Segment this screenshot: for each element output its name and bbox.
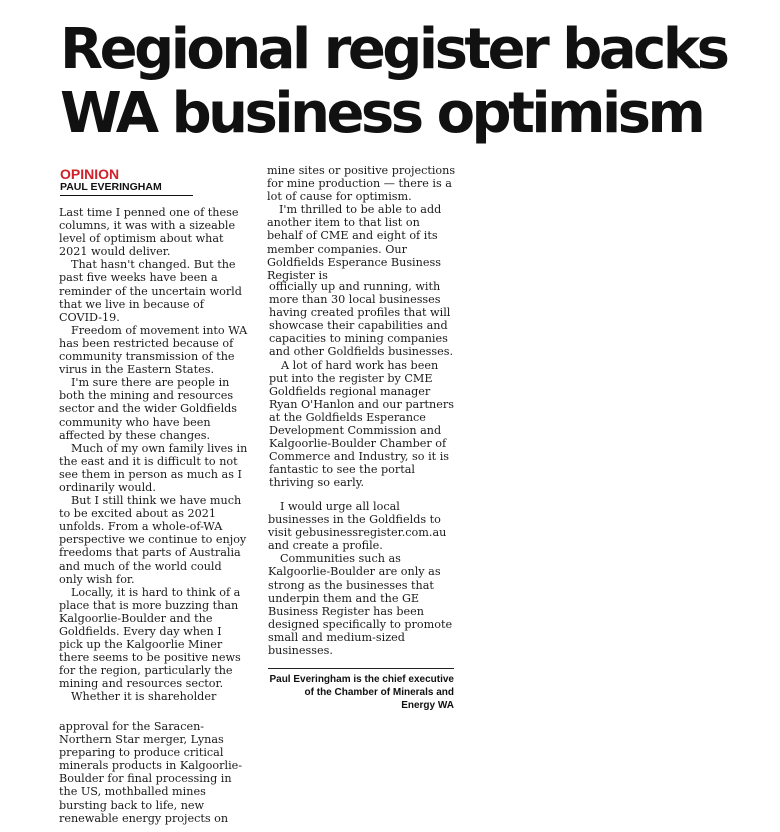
paragraph: Whether it is shareholder — [71, 690, 217, 704]
section-kicker: OPINION — [60, 166, 120, 182]
paragraph: Last time I penned one of these columns, it was with a sizeable level of optimism about what 2021 would deliver. — [59, 206, 239, 259]
paragraph: officially up and running, with more than 30 local businesses having created profiles that will showcase their capabilities and capacities to mining companies and other Goldfields businesses. — [269, 280, 453, 359]
column-1-bottom — [59, 720, 249, 825]
column-2-middle — [269, 280, 459, 490]
byline: PAUL EVERINGHAM — [60, 181, 193, 196]
headline-line-1: Regional register backs — [60, 17, 727, 82]
paragraph: Locally, it is hard to think of a place that is more buzzing than Kalgoorlie-Boulder and the Goldfields. Every day when I pick up the Kalgoorlie Miner there seems to be positive news for the region, particularly the mining and resources sector. — [59, 585, 241, 691]
column-2-top — [267, 164, 457, 282]
paragraph: I'm sure there are people in both the mining and resources sector and the wider Goldfields community who have been affected by these changes. — [59, 376, 238, 442]
bio-divider — [268, 668, 454, 669]
paragraph: That hasn't changed. But the past five weeks have been a reminder of the uncertain world that we live in because of COVID-19. — [59, 258, 242, 324]
paragraph: Freedom of movement into WA has been restricted because of community transmission of the virus in the Eastern States. — [59, 323, 248, 377]
paragraph: A lot of hard work has been put into the register by CME Goldfields regional manager Ryan O'Hanlon and our partners at the Goldfields Esperance Development Commission and Kalgoorlie-Boulder Chamber of Commerce and Industry, so it is fantastic to see the portal thriving so early. — [269, 358, 454, 490]
paragraph: Much of my own family lives in the east and it is difficult to not see them in person as much as I ordinarily would. — [59, 441, 248, 494]
author-bio: Paul Everingham is the chief executive of the Chamber of Minerals and Energy WA — [269, 674, 454, 712]
column-1-top — [59, 206, 249, 704]
paragraph: But I still think we have much to be excited about as 2021 unfolds. From a whole-of-WA perspective we continue to enjoy freedoms that parts of Australia and much of the world could only wish for. — [59, 494, 247, 586]
column-2-bottom — [268, 500, 458, 657]
paragraph: Communities such as Kalgoorlie-Boulder are only as strong as the businesses that underpin them and the GE Business Register has been designed specifically to promote small and medium-sized businesses. — [268, 552, 453, 658]
paragraph: I'm thrilled to be able to add another item to that list on behalf of CME and eight of its member companies. Our Goldfields Esperance Business Register is — [267, 203, 442, 282]
headline-line-2: WA business optimism — [60, 81, 703, 146]
paragraph: approval for the Saracen-Northern Star merger, Lynas preparing to produce critical minerals products in Kalgoorlie-Boulder for final processing in the US, mothballed mines bursting back to life, new renewable energy projects on — [59, 720, 243, 825]
paragraph: I would urge all local businesses in the Goldfields to visit gebusinessregister.com.au and create a profile. — [268, 500, 447, 553]
paragraph: mine sites or positive projections for mine production — there is a lot of cause for optimism. — [267, 164, 456, 204]
headline — [60, 18, 770, 146]
